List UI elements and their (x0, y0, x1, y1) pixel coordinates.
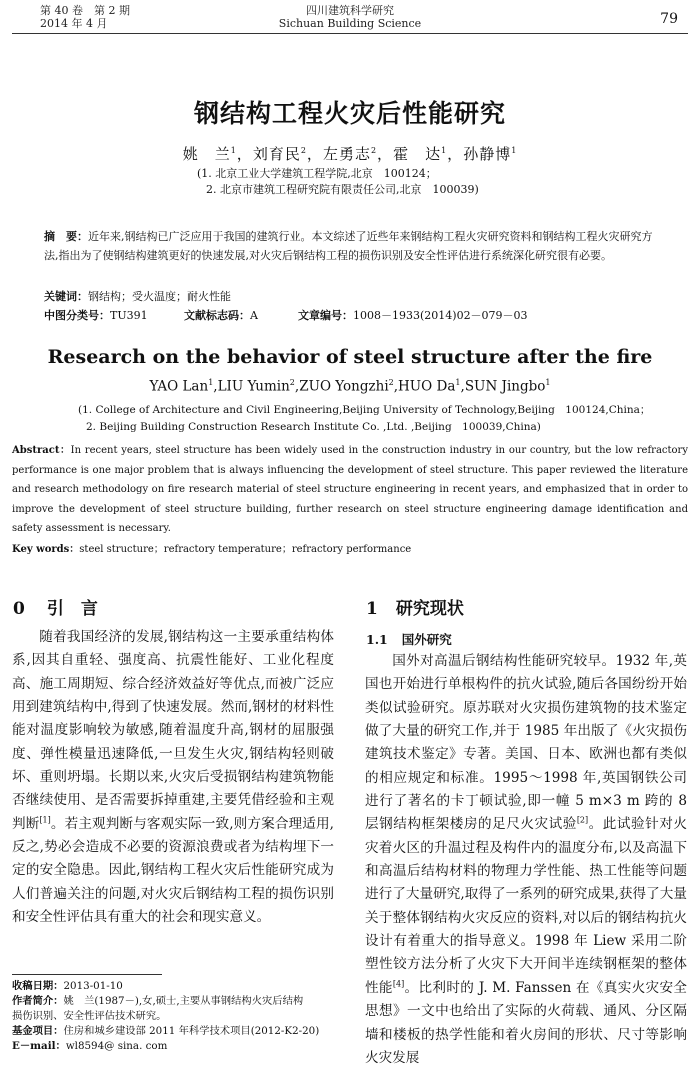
affiliation-en-2: 2. Beijing Building Construction Research Institute Co. ,Ltd. ,Beijing 100039,China) (86, 421, 541, 433)
abstract-cn (44, 227, 662, 265)
doc-code-value: A (250, 309, 258, 322)
keywords-en (12, 540, 688, 560)
author-name: 刘育民 (252, 145, 301, 163)
doc-code-label: 文献标志码： (184, 309, 250, 322)
author-name: 姚 兰 (182, 145, 231, 163)
footnote-fund (12, 1024, 342, 1040)
author-name: YAO Lan (149, 378, 209, 395)
keywords-cn (44, 287, 662, 306)
page-number: 79 (660, 11, 678, 27)
received-date: 2013-01-10 (63, 980, 123, 992)
fund-label: 基金项目： (12, 1025, 64, 1037)
author-separator: , (393, 378, 399, 395)
journal-volume: 第 40 卷 第 2 期 (40, 4, 130, 17)
keywords-en-label: Key words： (12, 544, 80, 555)
journal-date: 2014 年 4 月 (40, 17, 108, 30)
subsection-title: 国外研究 (401, 632, 452, 647)
section-title: 研究现状 (395, 599, 464, 619)
author-affil-mark: 2 (388, 378, 394, 387)
paragraph-text: 。比利时的 J. M. Fanssen 在《真实火灾安全思想》一文中也给出了实际的火荷载、通风、分区隔墙和楼板的热学性能和着火房间的形状、尺寸等影响火灾发展 (365, 979, 688, 1066)
author-affil-mark: 2 (370, 146, 378, 155)
affiliation-en-1: (1. College of Architecture and Civil Engineering,Beijing University of Technology,Beijing 100124,China； (78, 404, 651, 416)
author-separator: , (213, 378, 218, 395)
author-separator: ， (306, 145, 323, 163)
author-separator: ， (447, 145, 464, 163)
author-affil-mark: 2 (289, 378, 295, 387)
subsection-number: 1.1 (366, 632, 388, 647)
footnote-author (12, 994, 342, 1010)
author-name: 孙静博 (463, 145, 512, 163)
author-list-cn (0, 143, 700, 164)
paper-title-cn: 钢结构工程火灾后性能研究 (193, 99, 506, 128)
keywords-en-text: steel structure；refractory temperature；refractory performance (79, 544, 412, 555)
email-label: E－mail： (12, 1040, 66, 1052)
author-info-text: 姚 兰(1987－),女,硕士,主要从事钢结构火灾后结构 (63, 995, 304, 1007)
paragraph (12, 626, 334, 929)
document-code (184, 306, 258, 325)
header-rule (12, 33, 688, 34)
footnote-rule (12, 974, 162, 975)
clc-value: TU391 (110, 309, 148, 322)
abstract-text: 近年来,钢结构已广泛应用于我国的建筑行业。本文综述了近些年来钢结构工程火灾研究资料和钢结构工程火灾研究方法,指出为了使钢结构建筑更好的快速发展,对火灾后钢结构工程的损伤识别及安全性评估进行系统深化研究很有必要。 (44, 230, 653, 262)
article-no-label: 文章编号： (298, 309, 353, 322)
footnote-author-cont: 损伤识别、安全性评估技术研究。 (12, 1010, 167, 1022)
author-separator: , (460, 378, 465, 395)
article-number (298, 306, 528, 325)
citation-ref: [2] (576, 815, 589, 825)
keywords-label: 关键词： (44, 290, 88, 303)
author-list-en (0, 378, 700, 395)
author-info-label: 作者简介： (12, 995, 64, 1007)
author-affil-mark: 1 (230, 146, 237, 155)
paragraph-text: 。若主观判断与客观实际一致,则方案合理适用,反之,势必会造成不必要的资源浪费或者为结构埋下一定的安全隐患。因此,钢结构工程火灾后性能研究成为人们普遍关注的问题,对火灾后钢结构工程的损伤识别和安全性评估具有重大的社会和现实意义。 (12, 815, 335, 926)
author-affil-mark: 1 (545, 378, 551, 387)
subsection-1-1-heading (366, 630, 452, 648)
section-title: 引 言 (46, 599, 98, 619)
author-name: LIU Yumin (217, 378, 290, 395)
abstract-label: 摘 要： (44, 230, 88, 243)
section-number: 0 (13, 599, 25, 619)
paragraph-text: 国外对高温后钢结构性能研究较早。1932 年,英国也开始进行单根构件的抗火试验,随后各国纷纷开始类似试验研究。原苏联对火灾损伤建筑物的技术鉴定做了大量的研究工作,并于 1985 年出版了《火灾损伤建筑技术鉴定》专著。美国、日本、欧洲也都有类似的相应规定和标准。1995～1998 年,英国钢铁公司进行了著名的卡丁顿试验,即一幢 5 m×3 m 跨的 8 层钢结构框架楼房的足尺火灾试验 (365, 653, 687, 833)
paragraph (365, 650, 687, 1070)
section-1-heading (366, 594, 464, 619)
author-separator: ， (377, 145, 394, 163)
journal-name-en: Sichuan Building Science (278, 17, 422, 30)
footnote-email (12, 1039, 342, 1055)
section-0-heading (13, 594, 98, 619)
paper-title-en: Research on the behavior of steel structure after the fire (47, 346, 653, 368)
author-name: SUN Jingbo (464, 378, 546, 395)
email-value: wl8594@ sina. com (65, 1040, 168, 1052)
author-name: HUO Da (398, 378, 456, 395)
abstract-en-text: In recent years, steel structure has been widely used in the construction industry in our country, but the low refractory performance is one major problem that is always influencing the development of steel structure. This paper reviewed the literature and research methodology on fire research material of steel structure engineering in recent years, and emphasized that in order to improve the development of steel structure building, further research on steel structure engineering damage identification and safety assessment is necessary. (12, 445, 688, 534)
author-affil-mark: 1 (441, 146, 448, 155)
footnote-received (12, 979, 342, 995)
author-name: 霍 达 (393, 145, 442, 163)
received-label: 收稿日期： (12, 980, 64, 992)
paragraph-text: 随着我国经济的发展,钢结构这一主要承重结构体系,因其自重轻、强度高、抗震性能好、工业化程度高、施工周期短、综合经济效益好等优点,而被广泛应用到建筑结构中,得到了快速发展。然而,钢材的材料性能对温度影响较为敏感,随着温度升高,钢材的屈服强度、弹性模量迅速降低,一旦发生火灾,钢结构轻则破坏、重则坍塌。长期以来,火灾后受损钢结构建筑物能否继续使用、是否需要拆掉重建,主要凭借经验和主观判断 (12, 629, 334, 832)
author-separator: , (294, 378, 300, 395)
article-no-value: 1008－1933(2014)02－079－03 (353, 309, 528, 322)
clc-number (44, 306, 148, 325)
citation-ref: [1] (39, 815, 51, 825)
abstract-en (12, 441, 688, 539)
affiliation-cn-1: (1. 北京工业大学建筑工程学院,北京 100124； (197, 167, 437, 180)
clc-label: 中图分类号： (44, 309, 110, 322)
section-0-body (12, 626, 334, 929)
citation-ref: [4] (392, 979, 405, 989)
author-affil-mark: 1 (208, 378, 214, 387)
author-separator: ， (236, 145, 253, 163)
author-affil-mark: 2 (300, 146, 307, 155)
affiliation-cn-2: 2. 北京市建筑工程研究院有限责任公司,北京 100039) (206, 183, 479, 196)
author-affil-mark: 1 (455, 378, 461, 387)
abstract-en-label: Abstract： (12, 445, 71, 456)
section-1-body (365, 650, 687, 1070)
author-name: 左勇志 (322, 145, 371, 163)
fund-text: 住房和城乡建设部 2011 年科学技术项目(2012-K2-20) (63, 1025, 320, 1037)
paragraph-text: 。此试验针对火灾着火区的升温过程及构件内的温度分布,以及高温下和高温后结构材料的物理力学性能、热工性能等问题进行了大量研究,取得了一系列的研究成果,获得了大量关于整体钢结构火灾反应的资料,对以后的钢结构抗火设计有着重大的指导意义。1998 年 Liew 采用二阶塑性铰方法分析了火灾下大开间半连续钢框架的整体性能 (365, 816, 688, 996)
author-name: ZUO Yongzhi (299, 378, 389, 395)
keywords-text: 钢结构；受火温度；耐火性能 (88, 290, 231, 303)
journal-name-cn: 四川建筑科学研究 (306, 4, 394, 17)
author-affil-mark: 1 (511, 146, 518, 155)
section-number: 1 (366, 599, 378, 619)
